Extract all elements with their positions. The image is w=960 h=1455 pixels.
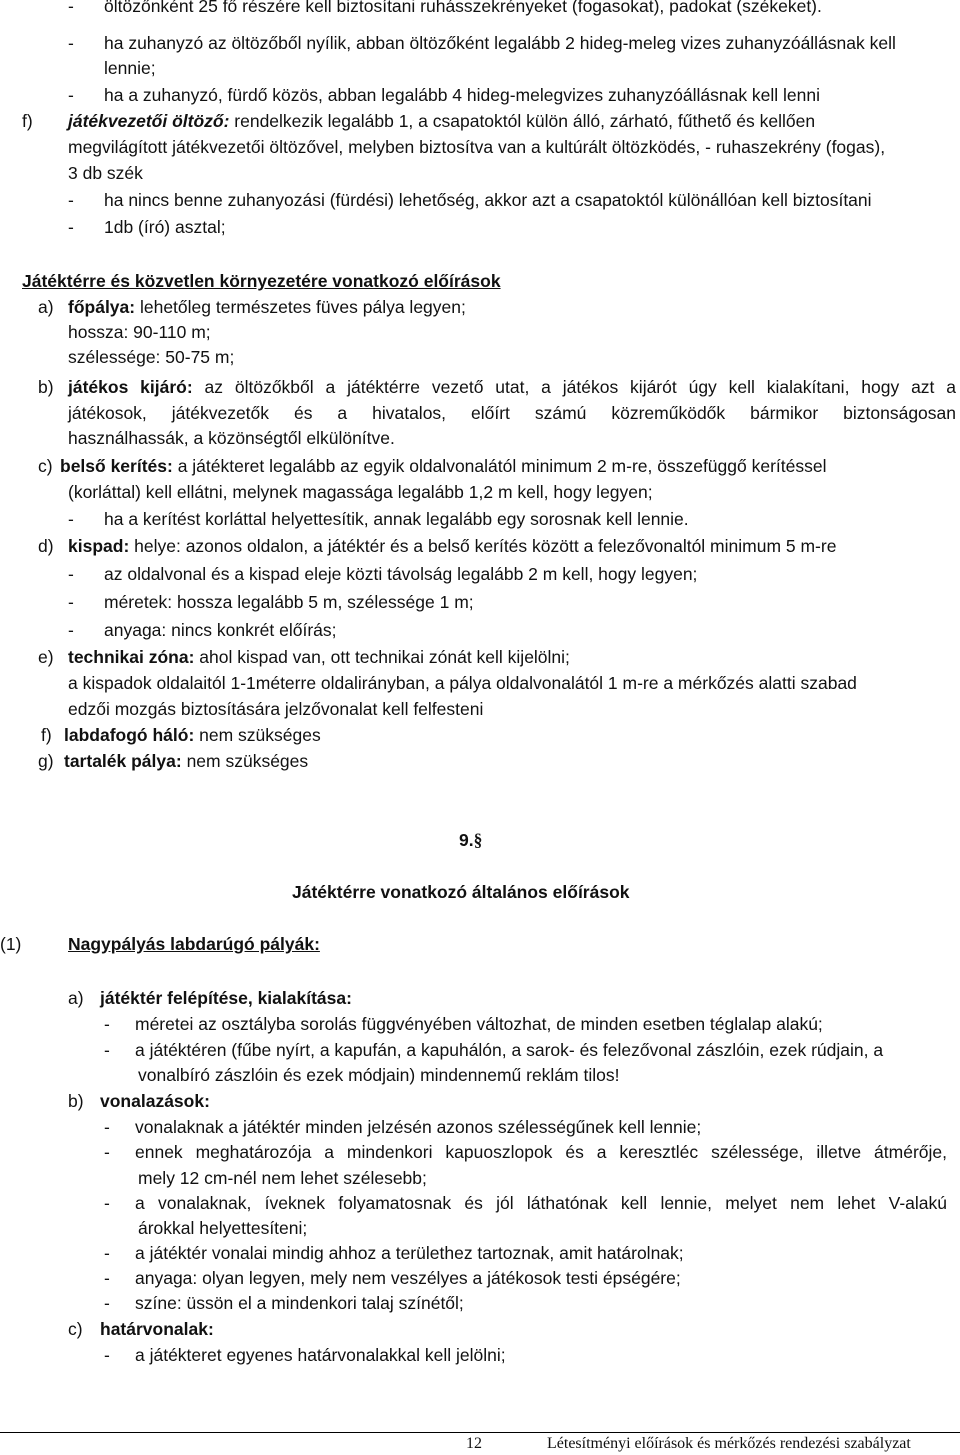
reserve-pitch-paragraph — [64, 750, 308, 772]
list-item: ha nincs benne zuhanyozási (fürdési) lehetőség, akkor azt a csapatoktól különállóan kell biztosítani — [104, 190, 872, 210]
item-title: technikai zóna: — [68, 647, 195, 667]
item-title: játékvezetői öltöző: — [68, 111, 230, 131]
section-number-value: 9. — [459, 830, 474, 850]
item-title: labdafogó háló: — [64, 725, 195, 745]
section-number — [459, 829, 482, 851]
item-marker: a) — [38, 297, 54, 317]
dash-bullet: - — [68, 0, 74, 16]
item-title: tartalék pálya: — [64, 751, 182, 771]
item-text: nem szükséges — [194, 725, 321, 745]
list-item: 1db (író) asztal; — [104, 217, 226, 237]
paragraph-line: hossza: 90-110 m; — [68, 322, 211, 342]
list-item: ennek meghatározója a mindenkori kapuoszlopok és a keresztléc szélessége, illetve átmérője, — [135, 1142, 947, 1162]
item-marker: g) — [38, 751, 54, 771]
list-item-continuation: mely 12 cm-nél nem lehet szélesebb; — [138, 1168, 427, 1188]
dash-bullet: - — [104, 1243, 110, 1263]
dash-bullet: - — [68, 564, 74, 584]
item-marker: e) — [38, 647, 54, 667]
dash-bullet: - — [68, 592, 74, 612]
list-item-continuation: árokkal helyettesíteni; — [138, 1218, 308, 1238]
dash-bullet: - — [104, 1040, 110, 1060]
item-marker: f) — [22, 111, 33, 131]
dash-bullet: - — [68, 620, 74, 640]
item-marker: a) — [68, 988, 84, 1008]
paragraph-line: (korláttal) kell ellátni, melynek magassága legalább 1,2 m kell, hogy legyen; — [68, 482, 653, 502]
item-marker: f) — [41, 725, 52, 745]
dash-bullet: - — [104, 1117, 110, 1137]
dash-bullet: - — [68, 217, 74, 237]
item-text: rendelkezik legalább 1, a csapatoktól külön álló, zárható, fűthető és kellően — [229, 111, 816, 131]
list-item-continuation: vonalbíró zászlóin és ezek módjain) mindennemű reklám tilos! — [138, 1065, 620, 1085]
dash-bullet: - — [68, 33, 74, 53]
subsection-title: Nagypályás labdarúgó pályák: — [68, 934, 320, 954]
item-text: nem szükséges — [181, 751, 309, 771]
technical-zone-paragraph — [68, 646, 570, 668]
list-item: öltözőnként 25 fő részére kell biztosítani ruhásszekrényeket (fogasokat), padokat (székeket). — [104, 0, 822, 16]
paragraph-line: használhassák, a közönségtől elkülönítve. — [68, 428, 395, 448]
dash-bullet: - — [68, 85, 74, 105]
list-item-continuation: lennie; — [104, 58, 156, 78]
list-item: ha zuhanyzó az öltözőből nyílik, abban öltözőként legalább 2 hideg-meleg vizes zuhanyzóállásnak kell — [104, 33, 896, 53]
item-marker: b) — [38, 377, 54, 397]
list-item: anyaga: olyan legyen, mely nem veszélyes a játékosok testi épségére; — [135, 1268, 681, 1288]
list-item: méretei az osztályba sorolás függvényében változhat, de minden esetben téglalap alakú; — [135, 1014, 823, 1034]
item-title: belső kerítés: — [60, 456, 173, 476]
section-title: Játéktérre vonatkozó általános előírások — [292, 882, 630, 902]
page-number: 12 — [466, 1435, 482, 1452]
dash-bullet: - — [104, 1268, 110, 1288]
section-heading: Játéktérre és közvetlen környezetére vonatkozó előírások — [22, 271, 501, 291]
paragraph-line: szélessége: 50-75 m; — [68, 347, 235, 367]
list-item: színe: üssön el a mindenkori talaj színétől; — [135, 1293, 464, 1313]
item-text: lehetőleg természetes füves pálya legyen; — [135, 297, 466, 317]
item-title: főpálya: — [68, 297, 136, 317]
dash-bullet: - — [104, 1193, 110, 1213]
list-item: ha a zuhanyzó, fürdő közös, abban legalább 4 hideg-melegvizes zuhanyzóállásnak kell lenni — [104, 85, 821, 105]
referee-room-paragraph — [68, 110, 815, 132]
dash-bullet: - — [104, 1293, 110, 1313]
item-title: játékos kijáró: — [68, 377, 193, 397]
footer-title: Létesítményi előírások és mérkőzés rendezési szabályzat — [547, 1435, 911, 1452]
inner-fence-paragraph — [60, 455, 827, 477]
item-title: vonalazások: — [100, 1091, 210, 1111]
list-item: méretek: hossza legalább 5 m, szélessége 1 m; — [104, 592, 474, 612]
section-sign: § — [473, 830, 483, 850]
item-text: ahol kispad van, ott technikai zónát kell kijelölni; — [194, 647, 570, 667]
item-text: az öltözőkből a játéktérre vezető utat, a játékos kijárót úgy kell kialakítani, hogy azt a — [192, 377, 956, 397]
list-item: a vonalaknak, íveknek folyamatosnak és jól láthatónak kell lennie, melyet nem lehet V-alakú — [135, 1193, 947, 1213]
item-marker: c) — [38, 456, 53, 476]
subsection-marker: (1) — [0, 934, 22, 954]
list-item: a játékteret egyenes határvonalakkal kell jelölni; — [135, 1345, 506, 1365]
list-item: a játéktér vonalai mindig ahhoz a területhez tartoznak, amit határolnak; — [135, 1243, 684, 1263]
dash-bullet: - — [68, 190, 74, 210]
dash-bullet: - — [104, 1014, 110, 1034]
paragraph-line: játékosok, játékvezetők és a hivatalos, előírt számú közreműködők bármikor biztonságosan — [68, 403, 956, 423]
paragraph-line: 3 db szék — [68, 163, 143, 183]
item-title: játéktér felépítése, kialakítása: — [100, 988, 352, 1008]
item-text: a játékteret legalább az egyik oldalvonalától minimum 2 m-re, összefüggő kerítéssel — [172, 456, 827, 476]
list-item: az oldalvonal és a kispad eleje közti távolság legalább 2 m kell, hogy legyen; — [104, 564, 698, 584]
paragraph-line: edzői mozgás biztosítására jelzővonalat kell felfesteni — [68, 699, 484, 719]
main-pitch-paragraph — [68, 296, 466, 318]
list-item: a játéktéren (fűbe nyírt, a kapufán, a kapuhálón, a sarok- és felezővonal zászlóin, ezek rúdjain, a — [135, 1040, 884, 1060]
item-title: kispad: — [68, 536, 130, 556]
dash-bullet: - — [104, 1142, 110, 1162]
player-exit-paragraph — [68, 376, 956, 398]
item-marker: c) — [68, 1319, 83, 1339]
item-text: helye: azonos oldalon, a játéktér és a belső kerítés között a felezővonaltól minimum 5 m-re — [129, 536, 837, 556]
ball-net-paragraph — [64, 724, 321, 746]
dash-bullet: - — [68, 509, 74, 529]
paragraph-line: a kispadok oldalaitól 1-1méterre oldalirányban, a pálya oldalvonalától 1 m-re a mérkőzés alatti szabad — [68, 673, 857, 693]
item-title: határvonalak: — [100, 1319, 214, 1339]
list-item: ha a kerítést korláttal helyettesítik, annak legalább egy sorosnak kell lennie. — [104, 509, 689, 529]
item-marker: d) — [38, 536, 54, 556]
list-item: anyaga: nincs konkrét előírás; — [104, 620, 337, 640]
list-item: vonalaknak a játéktér minden jelzésén azonos szélességűnek kell lennie; — [135, 1117, 702, 1137]
dash-bullet: - — [104, 1345, 110, 1365]
item-marker: b) — [68, 1091, 84, 1111]
bench-paragraph — [68, 535, 836, 557]
paragraph-line: megvilágított játékvezetői öltözővel, melyben biztosítva van a kultúrált öltözködés, - ruhaszekrény (fogas), — [68, 137, 886, 157]
